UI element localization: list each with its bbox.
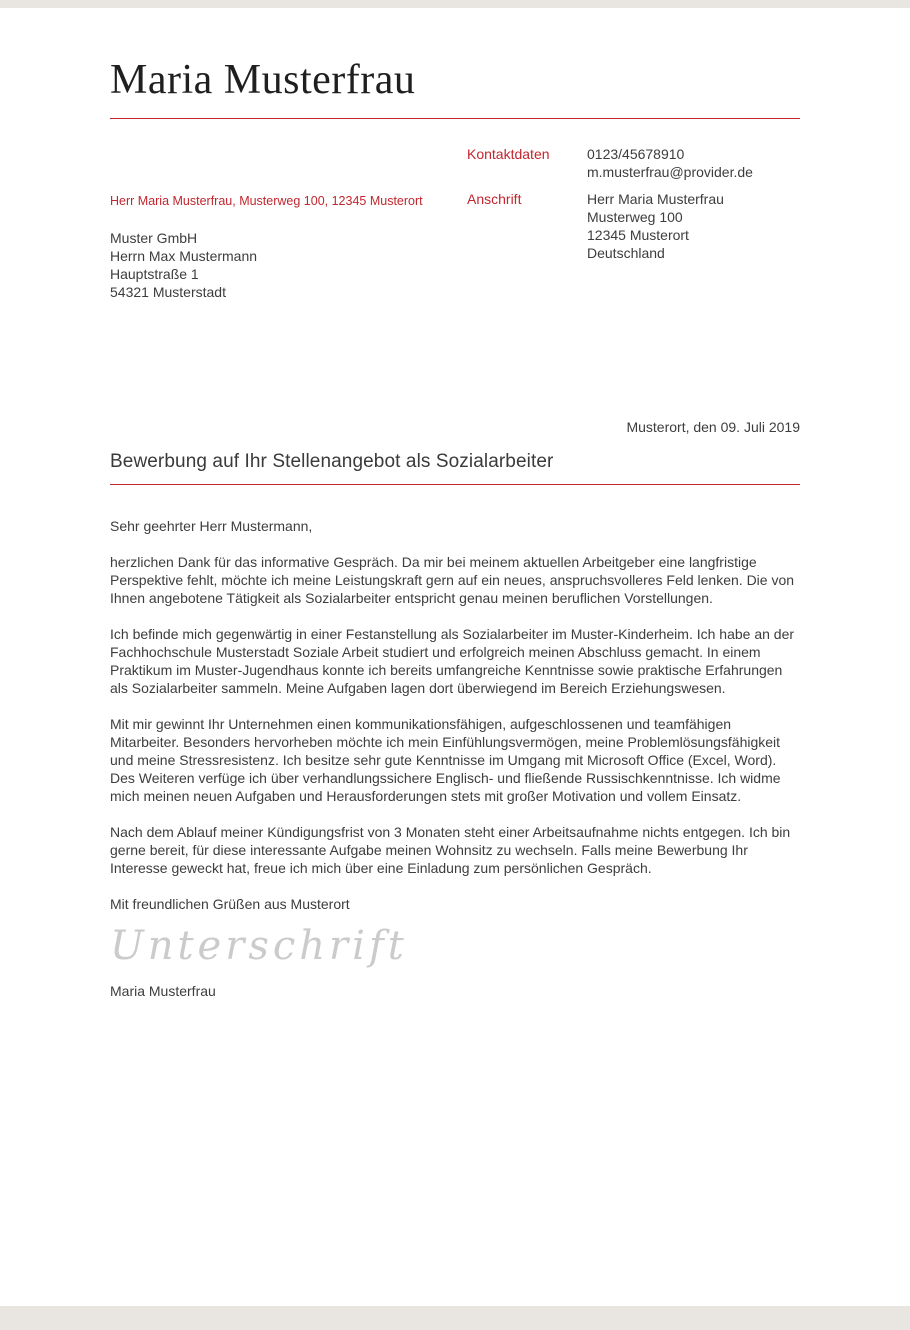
sender-return-line: Herr Maria Musterfrau, Musterweg 100, 12345 Musterort xyxy=(110,194,423,208)
body-paragraph: Nach dem Ablauf meiner Kündigungsfrist von 3 Monaten steht einer Arbeitsaufnahme nichts entgegen. Ich bin gerne bereit, für diese interessante Aufgabe meinen Wohnsitz zu wechseln. Falls meine Bewerbung Ihr Interesse geweckt hat, freue ich mich über eine Einladung zum persönlichen Gespräch. xyxy=(110,824,791,876)
signature-handwriting: Unterschrift xyxy=(110,923,408,969)
anschrift-label: Anschrift xyxy=(467,191,522,207)
date-line: Musterort, den 09. Juli 2019 xyxy=(626,419,800,435)
anschrift-line: Deutschland xyxy=(587,245,665,261)
closing-line: Mit freundlichen Grüßen aus Musterort xyxy=(110,896,350,912)
letter-body xyxy=(110,517,800,913)
salutation: Sehr geehrter Herr Mustermann, xyxy=(110,518,313,534)
letter-page xyxy=(0,8,910,1306)
recipient-line: Hauptstraße 1 xyxy=(110,266,199,282)
recipient-line: Herrn Max Mustermann xyxy=(110,248,258,264)
subject-line: Bewerbung auf Ihr Stellenangebot als Sozialarbeiter xyxy=(110,451,554,472)
page-title: Maria Musterfrau xyxy=(110,57,416,103)
letter-content xyxy=(110,56,800,999)
recipient-line: 54321 Musterstadt xyxy=(110,284,226,300)
letterhead xyxy=(110,119,800,315)
body-paragraph: Mit mir gewinnt Ihr Unternehmen einen kommunikationsfähigen, aufgeschlossenen und teamfähigen Mitarbeiter. Besonders hervorheben möchte ich mein Einfühlungsvermögen, meine Problemlösungsfähigkeit und meine Stressresistenz. Ich besitze sehr gute Kenntnisse im Umgang mit Microsoft Office (Excel, Word). Des Weiteren verfüge ich über verhandlungssichere Englisch- und fließende Russischkenntnisse. Ich widme mich meinen neuen Aufgaben und Herausforderungen stets mit großer Motivation und vollem Einsatz. xyxy=(110,716,781,804)
signature-name: Maria Musterfrau xyxy=(110,983,216,999)
recipient-line: Muster GmbH xyxy=(110,230,198,246)
anschrift-line: 12345 Musterort xyxy=(587,227,689,243)
subject-rule xyxy=(110,484,800,485)
body-paragraph: herzlichen Dank für das informative Gespräch. Da mir bei meinem aktuellen Arbeitgeber eine langfristige Perspektive fehlt, möchte ich meine Leistungskraft gern auf ein neues, anspruchsvolleres Feld lenken. Die von Ihnen angebotene Tätigkeit als Sozialarbeiter entspricht genau meinen beruflichen Vorstellungen. xyxy=(110,554,795,606)
anschrift-line: Herr Maria Musterfrau xyxy=(587,191,724,207)
recipient-address xyxy=(110,229,257,301)
kontaktdaten-label: Kontaktdaten xyxy=(467,146,550,162)
email-value: m.musterfrau@provider.de xyxy=(587,164,753,180)
contact-values xyxy=(587,145,753,181)
phone-value: 0123/45678910 xyxy=(587,146,685,162)
body-paragraph: Ich befinde mich gegenwärtig in einer Festanstellung als Sozialarbeiter im Muster-Kinderheim. Ich habe an der Fachhochschule Musterstadt Soziale Arbeit studiert und erfolgreich meinen Abschluss gemacht. In einem Praktikum im Muster-Jugendhaus konnte ich bereits umfangreiche Kenntnisse sowie praktische Erfahrungen als Sozialarbeiter sammeln. Meine Aufgaben lagen dort überwiegend im Bereich Erziehungswesen. xyxy=(110,626,795,696)
anschrift-line: Musterweg 100 xyxy=(587,209,683,225)
anschrift-address xyxy=(587,190,724,262)
